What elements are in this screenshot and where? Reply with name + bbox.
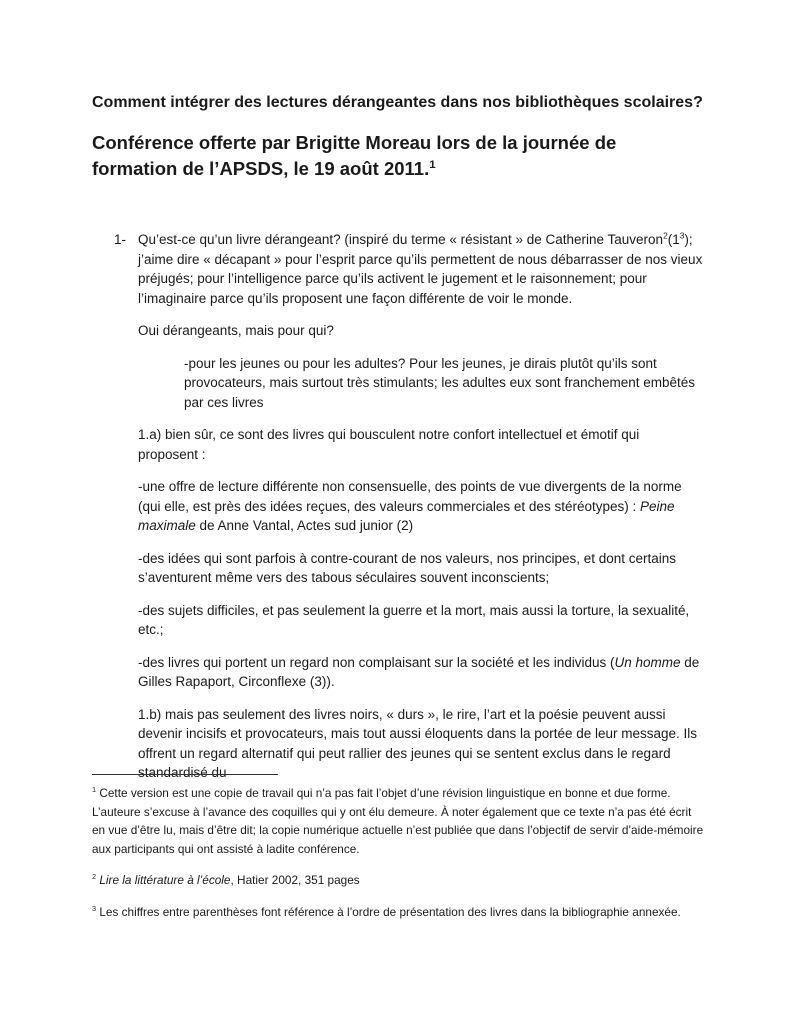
answer-paragraph: -pour les jeunes ou pour les adultes? Pour les jeunes, je dirais plutôt qu’ils sont provocateurs, mais surtout très stimulants; les adultes eux sont franchement embêtés par ces livres (184, 355, 695, 410)
footnotes (92, 784, 704, 934)
footnote-1-number: 1 (92, 785, 97, 795)
paragraph-1b: 1.b) mais pas seulement des livres noirs, « durs », le rire, l’art et la poésie peuvent aussi devenir incisifs et provocateurs, mais tout aussi éloquents dans la portée de leur message. Ils offrent un regard alternatif qui peut rallier des jeunes qui se sentent exclus dans le regard standardisé du (138, 706, 698, 780)
bullet-1 (138, 477, 703, 536)
footnote-ref-1: 1 (429, 158, 436, 171)
question-paragraph: Oui dérangeants, mais pour qui? (138, 323, 334, 338)
section-1-intro (114, 230, 703, 308)
footnote-3 (92, 903, 704, 922)
footnote-2-book-title: Lire la littérature à l’école (99, 873, 231, 887)
book-title-un-homme: Un homme (614, 654, 681, 670)
footnote-2 (92, 871, 704, 890)
intro-text: Qu’est-ce qu’un livre dérangeant? (inspiré du terme « résistant » de Catherine Tauveron (138, 232, 664, 247)
bullet-4 (138, 653, 703, 692)
footnote-3-number: 3 (92, 903, 97, 913)
list-number: 1- (114, 232, 127, 247)
document-title: Comment intégrer des lectures dérangeantes dans nos bibliothèques scolaires? (92, 94, 703, 111)
bullet-4-text: -des livres qui portent un regard non complaisant sur la société et les individus ( (138, 654, 615, 670)
book-title-peine-maximale: Peine maximale (138, 498, 675, 533)
bullet-3: -des sujets difficiles, et pas seulement la guerre et la mort, mais aussi la torture, la sexualité, etc.; (138, 602, 690, 637)
footnote-ref-3: 3 (679, 230, 685, 241)
paren-close: ); (684, 232, 693, 247)
bullet-4-after: de Gilles Rapaport, Circonflexe (3)). (138, 654, 700, 689)
bullet-2: -des idées qui sont parfois à contre-courant de nos valeurs, nos principes, et dont certains s’aventurent même vers des tabous séculaires souvent inconscients; (138, 550, 677, 585)
footnote-1 (92, 784, 704, 858)
bullet-1-after: de Anne Vantal, Actes sud junior (2) (195, 518, 414, 533)
footnote-separator (92, 774, 278, 775)
footnote-2-number: 2 (92, 872, 97, 882)
intro-rest: j’aime dire « décapant » pour l’esprit parce qu’ils permettent de nous débarrasser de nos vieux préjugés; pour l’intelligence parce qu’ils activent le jugement et le raisonnement; pour l’imaginaire parce qu’ils proposent une façon différente de voir le monde. (138, 251, 703, 306)
footnote-1-text: Cette version est une copie de travail qui n’a pas fait l’objet d’une révision linguistique en bonne et due forme. L’auteure s’excuse à l’avance des coquilles qui y ont élu demeure. À noter également que ce texte n’a pas été écrit en vue d’être lu, mais d’être dit; la copie numérique actuelle n’est publiée que dans l’objectif de servir d’aide-mémoire aux participants qui ont assisté à ladite conférence. (92, 786, 704, 856)
footnote-3-text: Les chiffres entre parenthèses font référence à l’ordre de présentation des livres dans la bibliographie annexée. (96, 904, 681, 919)
footnote-2-text: , Hatier 2002, 351 pages (230, 873, 360, 887)
document-body (114, 230, 703, 796)
bullet-1-text: -une offre de lecture différente non consensuelle, des points de vue divergents de la norme (qui elle, est près des idées reçues, des valeurs commerciales et des stéréotypes) : (138, 479, 682, 514)
footnote-ref-2: 2 (663, 230, 668, 241)
subtitle-text: Conférence offerte par Brigitte Moreau lors de la journée de formation de l’APSDS, le 19 août 2011. (92, 132, 617, 179)
paren-open: (1 (667, 232, 680, 247)
paragraph-1a: 1.a) bien sûr, ce sont des livres qui bousculent notre confort intellectuel et émotif qui proposent : (138, 427, 640, 462)
document-subtitle (92, 130, 692, 182)
